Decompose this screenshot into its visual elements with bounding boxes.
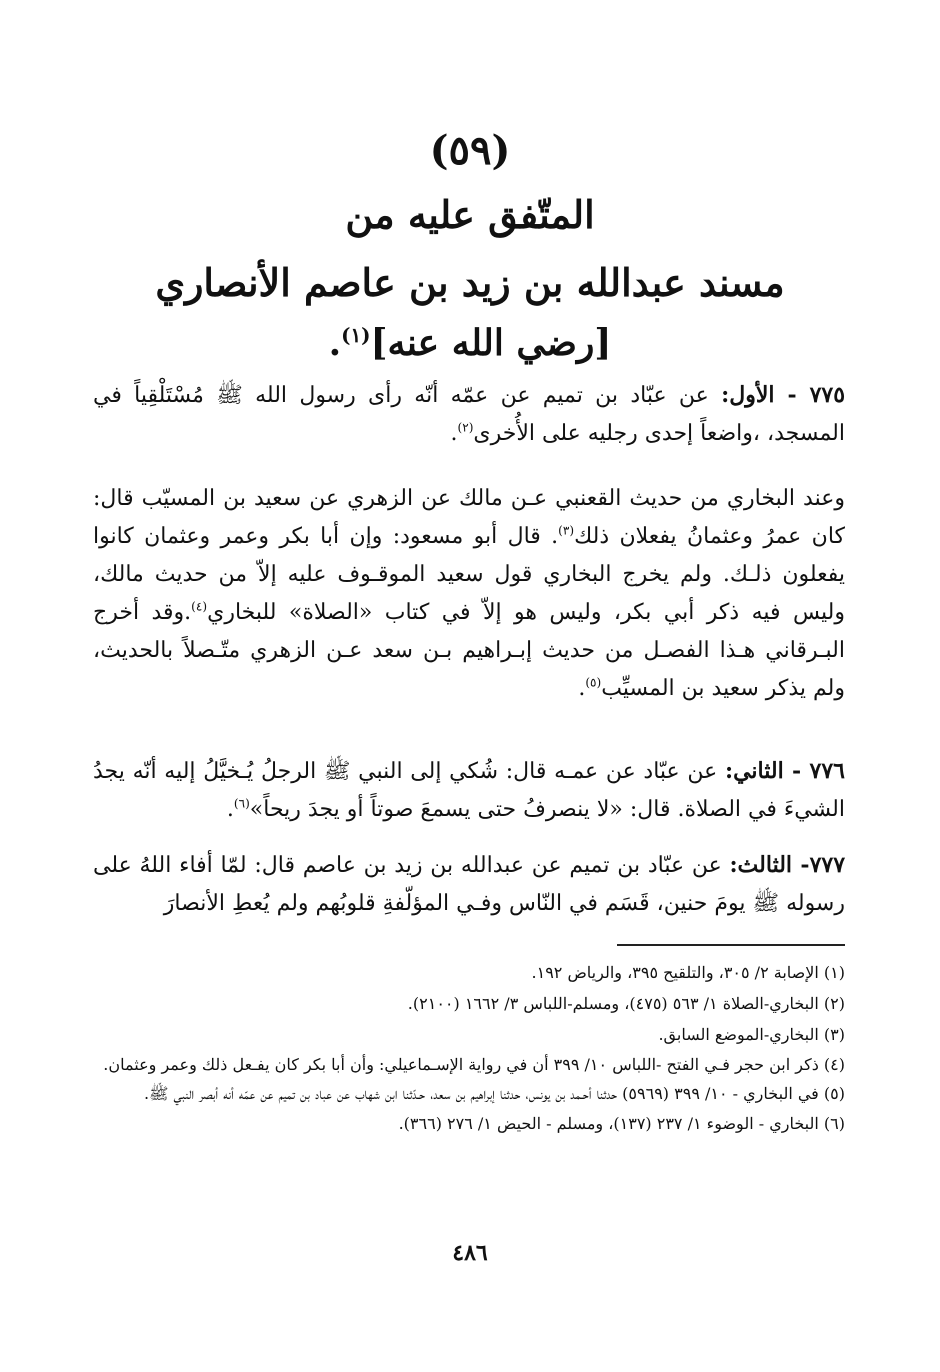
footnote-ref-1: (١): [341, 323, 371, 347]
hadith-end: .: [450, 421, 458, 446]
footnotes: [93, 958, 845, 1140]
hadith-text: عن عبّاد عن عمـه قال: شُكي إلى النبي ﷺ الرجلُ يُـخيَّلُ إليه أنّه يجدُ الشيءَ في الصلاة. قال: «لا ينصرفُ حتى يسمعَ صوتاً أو يجدَ ريحاً»: [93, 759, 845, 822]
hadith-text: عن عبّاد بن تميم عن عبدالله بن زيد بن عاصم قال: لمّا أفاء اللهُ على رسوله ﷺ يومَ حنين، قَسَم في النّاس وفـي المؤلّفةِ قلوبُهم ولم يُعطِ الأنصارَ: [93, 853, 845, 916]
commentary-part-2: . قال أبو مسعود: وإن أبا بكر وعمر وعثمان كانوا يفعلون ذلـك. ولم يخرج البخاري قول سعيد الموقـوف عليه إلاّ من حديث مالك، وليس فيه ذكر أبي بكر، وليس هو إلاّ في كتاب «الصلاة» للبخاري: [93, 524, 845, 625]
footnote-2: (٢) البخاري-الصلاة ١/ ٥٦٣ (٤٧٥)، ومسلم-اللباس ٣/ ١٦٦٢ (٢١٠٠).: [407, 994, 845, 1013]
honorific-text: [رضي الله عنه]: [370, 322, 612, 364]
footnote-divider: [617, 944, 845, 946]
heading-honorific: [0, 320, 940, 366]
footnote-ref-2: (٢): [457, 420, 474, 435]
footnote-ref-4: (٤): [191, 599, 208, 614]
footnote-ref-5: (٥): [585, 675, 602, 690]
hadith-775: [93, 376, 845, 453]
commentary-end: .: [578, 676, 586, 701]
hadith-label: ٧٧٧- الثالث:: [729, 852, 846, 878]
commentary-part-3: .وقد أخرج البـرقاني هـذا الفصـل من حديث إبـراهيم بـن سعد عـن الزهري متّـصلاً بالحديث، ولم يذكر سعيد بن المسيِّب: [93, 600, 845, 701]
footnote-ref-6: (٦): [233, 796, 250, 811]
footnote-5: (٥) في البخاري - ١٠/ ٣٩٩ (٥٩٦٩) حدثنا أحـمد بن يونس، حدثنا إبراهيم بن سعد، حـدّثنا ابن شهاب عن عباد بن تميم عن عمّه أنه أبصر النبي ﷺ.: [144, 1084, 845, 1103]
footnote-4: (٤) ذكر ابن حجر فـي الفتح -اللباس ١٠/ ٣٩٩ أن في رواية الإسـماعيلي: وأن أبا بكر كان يفـعل ذلك وعمر وعثمان.: [103, 1055, 845, 1074]
hadith-label: ٧٧٥ - الأول:: [721, 382, 846, 408]
footnote-1: (١) الإصابة ٢/ ٣٠٥، والتلقيح ٣٩٥، والرياض ١٩٢.: [531, 963, 845, 982]
hadith-777: [93, 846, 845, 923]
page-number: ٤٨٦: [452, 1240, 488, 1266]
footnote-6: (٦) البخاري - الوضوء ١/ ٢٣٧ (١٣٧)، ومسلم - الحيض ١/ ٢٧٦ (٣٦٦).: [398, 1114, 845, 1133]
hadith-label: ٧٧٦ - الثاني:: [724, 758, 845, 784]
commentary-part-1: وعند البخاري من حديث القعنبي عـن مالك عن الزهري عن سعيد بن المسيّب قال: كان عمرُ وعثمانُ يفعلان ذلك: [93, 486, 845, 549]
hadith-end: .: [226, 797, 234, 822]
chapter-number: (٥٩): [429, 127, 511, 174]
hadith-text: عن عبّاد بن تميم عن عمّه أنّه رأى رسول الله ﷺ مُسْتَلْقِياً في المسجد، ،واضعاً إحدى رجليه على الأُخرى: [93, 383, 845, 446]
heading-musnad-name: مسند عبدالله بن زيد بن عاصم الأنصاري: [155, 260, 785, 305]
heading-agreed-upon: المتّفق عليه من: [345, 192, 595, 237]
hadith-776: [93, 752, 845, 829]
footnote-3: (٣) البخاري-الموضع السابق.: [658, 1025, 845, 1044]
footnote-ref-3: (٣): [558, 523, 575, 538]
honorific-end: .: [328, 322, 342, 364]
commentary-775: [93, 480, 845, 708]
